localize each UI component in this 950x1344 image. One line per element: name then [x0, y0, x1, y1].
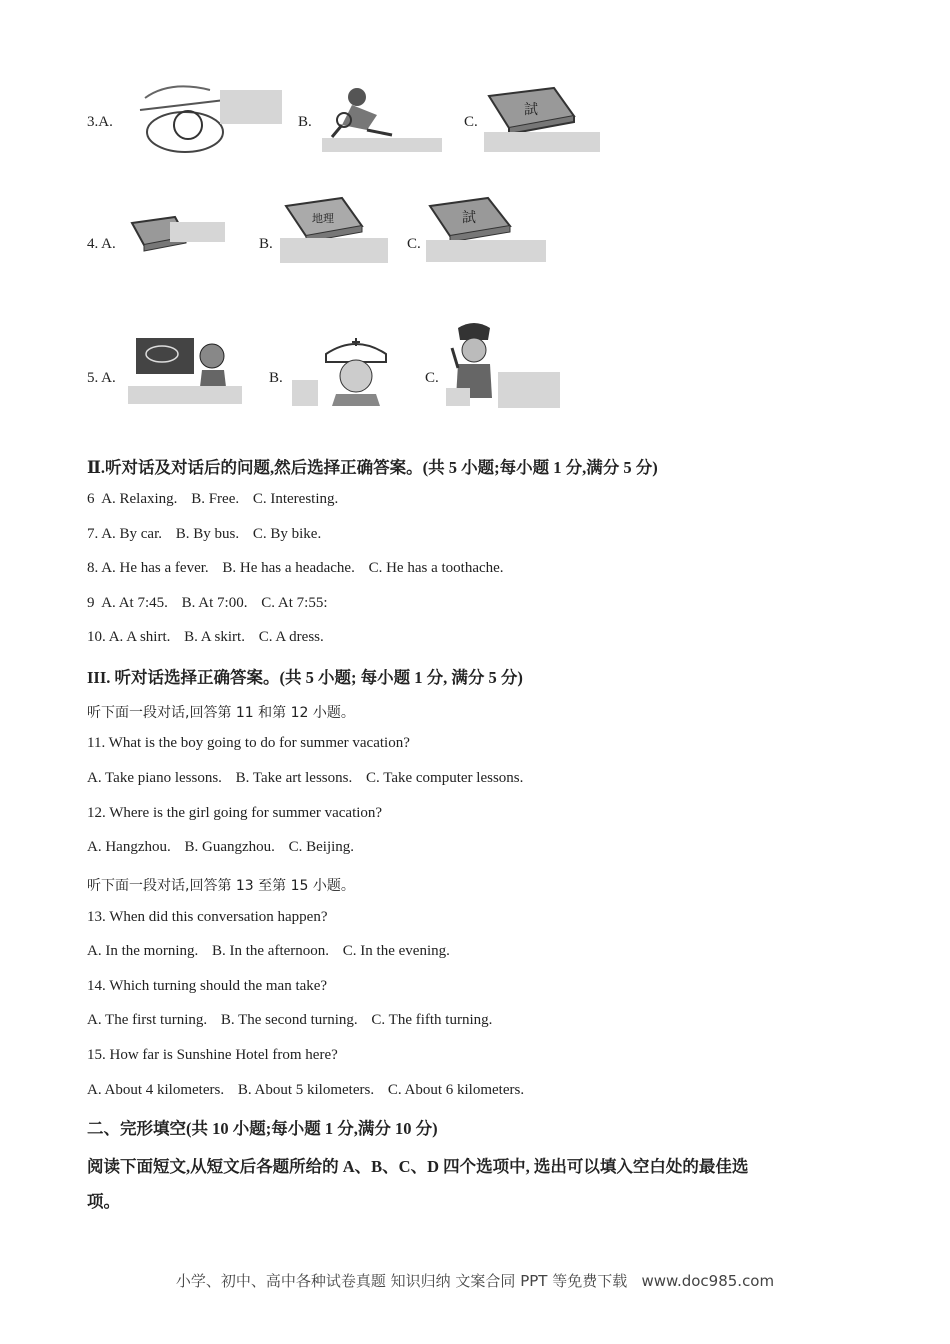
q5-b-image [316, 334, 396, 406]
q6-option-a: A. Relaxing. [101, 491, 178, 507]
q5-b-redaction [292, 380, 318, 406]
q11-option-b: B. Take art lessons. [235, 770, 353, 786]
part2-instruction-line2: 项。 [87, 1192, 120, 1211]
q5-c-redaction-1 [446, 388, 470, 406]
svg-text:地理: 地理 [312, 213, 334, 225]
q3-c-redaction [484, 132, 600, 152]
q6-option-c: C. Interesting. [252, 491, 339, 507]
q10-row [87, 629, 334, 646]
q6-option-b: B. Free. [191, 491, 240, 507]
svg-text:試: 試 [462, 211, 476, 226]
footer-text: 小学、初中、高中各种试卷真题 知识归纳 文案合同 PPT 等免费下载 www.doc985.com [175, 1272, 775, 1290]
q8-num: 8. [87, 560, 99, 576]
q11-option-c: C. Take computer lessons. [365, 770, 524, 786]
q15-option-a: A. About 4 kilometers. [87, 1082, 225, 1098]
q11-option-a: A. Take piano lessons. [87, 770, 222, 786]
q3-c-label: C. [464, 114, 478, 130]
q14-option-c: C. The fifth turning. [371, 1012, 493, 1028]
section3-intro1: 听下面一段对话,回答第 11 和第 12 小题。 [87, 705, 355, 721]
q5-a-redaction [128, 386, 242, 404]
q7-row [87, 526, 331, 543]
q14-options [87, 1012, 502, 1029]
part2-instruction-line1: 阅读下面短文,从短文后各题所给的 A、B、C、D 四个选项中, 选出可以填入空白处的最佳选 [87, 1157, 749, 1176]
q13-option-b: B. In the afternoon. [211, 943, 330, 959]
q7-option-c: C. By bike. [252, 526, 322, 542]
q9-option-b: B. At 7:00. [181, 595, 248, 611]
q11-text: 11. What is the boy going to do for summer vacation? [87, 735, 410, 751]
q4-b-redaction [280, 238, 388, 263]
q13-options [87, 943, 460, 960]
svg-text:試: 試 [524, 103, 538, 118]
q3-b-image [322, 85, 442, 145]
q3-label: 3.A. [87, 114, 113, 130]
q4-c-label: C. [407, 236, 421, 252]
q3-c-image [484, 86, 579, 136]
q14-text: 14. Which turning should the man take? [87, 978, 328, 994]
q5-label: 5. A. [87, 370, 116, 386]
q10-option-b: B. A skirt. [184, 629, 245, 645]
section3-intro2: 听下面一段对话,回答第 13 至第 15 小题。 [87, 878, 355, 894]
q11-options [87, 770, 533, 787]
q4-a-redaction [170, 222, 225, 242]
section3-heading: III. 听对话选择正确答案。(共 5 小题; 每小题 1 分, 满分 5 分) [87, 668, 523, 687]
q10-option-c: C. A dress. [258, 629, 324, 645]
q7-option-a: A. By car. [101, 526, 163, 542]
q4-c-redaction [426, 240, 546, 262]
q12-option-a: A. Hangzhou. [87, 839, 171, 855]
q6-num: 6 [87, 491, 95, 507]
q3-a-redaction [220, 90, 282, 124]
q8-option-a: A. He has a fever. [101, 560, 209, 576]
q15-options [87, 1082, 534, 1099]
q9-row [87, 595, 338, 612]
q9-option-a: A. At 7:45. [101, 595, 168, 611]
q5-c-label: C. [425, 370, 439, 386]
q15-option-b: B. About 5 kilometers. [237, 1082, 375, 1098]
q12-options [87, 839, 364, 856]
q12-option-b: B. Guangzhou. [184, 839, 275, 855]
q7-option-b: B. By bus. [175, 526, 240, 542]
q15-option-c: C. About 6 kilometers. [387, 1082, 525, 1098]
q13-text: 13. When did this conversation happen? [87, 909, 328, 925]
q4-b-label: B. [259, 236, 273, 252]
q3-b-label: B. [298, 114, 312, 130]
q7-num: 7. [87, 526, 99, 542]
q14-option-a: A. The first turning. [87, 1012, 208, 1028]
q9-num: 9 [87, 595, 95, 611]
q4-c-image [426, 196, 518, 246]
q5-b-label: B. [269, 370, 283, 386]
q8-row [87, 560, 514, 577]
q15-text: 15. How far is Sunshine Hotel from here? [87, 1047, 338, 1063]
q5-c-redaction-2 [498, 372, 560, 408]
q12-text: 12. Where is the girl going for summer vacation? [87, 805, 383, 821]
q8-option-b: B. He has a headache. [222, 560, 355, 576]
q8-option-c: C. He has a toothache. [368, 560, 504, 576]
section2-heading: Ⅱ.听对话及对话后的问题,然后选择正确答案。(共 5 小题;每小题 1 分,满分 5 分) [87, 458, 658, 477]
q14-option-b: B. The second turning. [220, 1012, 358, 1028]
q3-b-redaction [322, 138, 442, 152]
part2-heading: 二、完形填空(共 10 小题;每小题 1 分,满分 10 分) [87, 1119, 438, 1138]
q10-option-a: A. A shirt. [108, 629, 171, 645]
q13-option-a: A. In the morning. [87, 943, 199, 959]
q10-num: 10. [87, 629, 106, 645]
q4-label: 4. A. [87, 236, 116, 252]
q13-option-c: C. In the evening. [342, 943, 450, 959]
q9-option-c: C. At 7:55: [261, 595, 328, 611]
q6-row [87, 491, 348, 508]
q12-option-c: C. Beijing. [288, 839, 355, 855]
